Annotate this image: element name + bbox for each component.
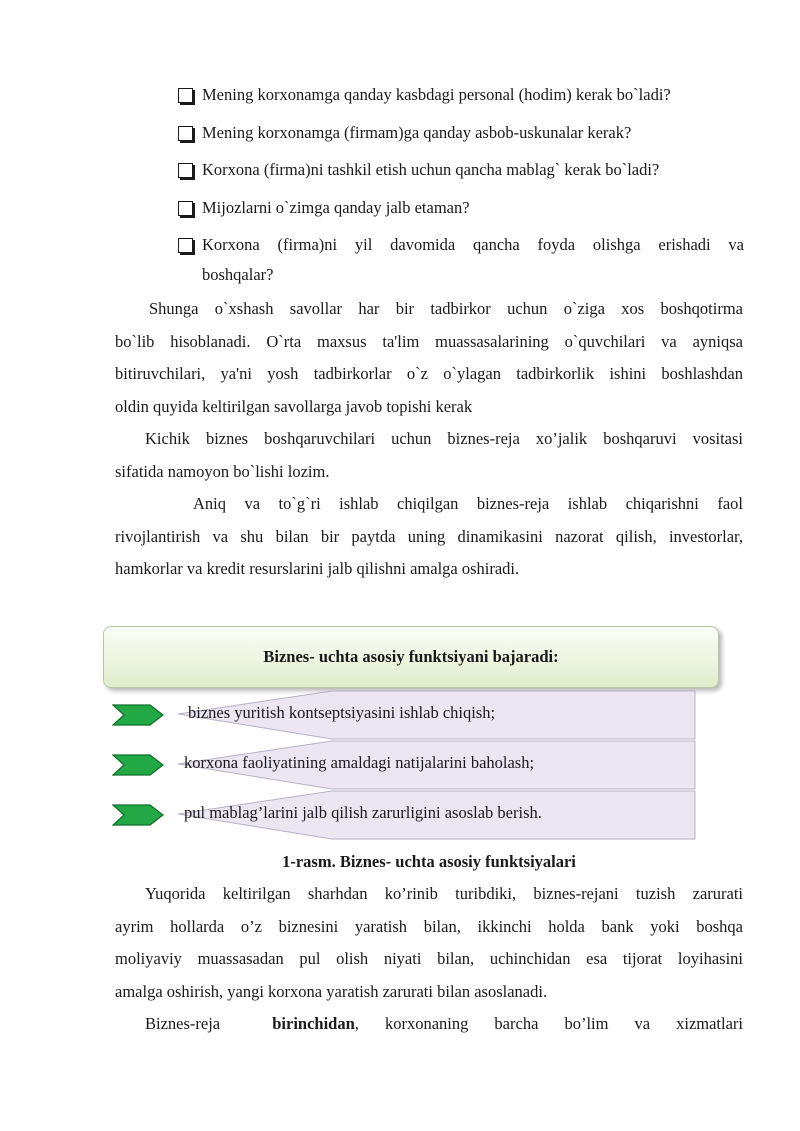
- list-item: [178, 226, 744, 290]
- chevron-arrow-icon: [112, 704, 164, 726]
- text-span: , korxonaning barcha bo’lim va xizmatlari: [354, 1014, 744, 1033]
- text-line: hamkorlar va kredit resurslarini jalb qilishni amalga oshiradi.: [115, 559, 520, 578]
- function-row: [112, 790, 697, 840]
- function-text: korxona faoliyatining amaldagi natijalarini baholash;: [184, 753, 535, 772]
- text-line: Kichik biznes boshqaruvchilari uchun biznes-reja xo’jalik boshqaruvi vositasi: [145, 429, 743, 448]
- text-line: moliyaviy muassasadan pul olish niyati bilan, uchinchidan esa tijorat loyihasini: [115, 949, 743, 968]
- paragraph-5: [115, 1008, 743, 1041]
- text-line: oldin quyida keltirilgan savollarga javob topishi kerak: [115, 396, 473, 416]
- text-span: Biznes-reja: [145, 1014, 221, 1033]
- checkbox-bullet-icon: [178, 126, 193, 141]
- text-line: [115, 1008, 743, 1041]
- text-line: ayrim hollarda o’z biznesini yaratish bilan, ikkinchi holda bank yoki boshqa: [115, 916, 743, 936]
- text-line: rivojlantirish va shu bilan bir paytda uning dinamikasini nazorat qilish, investorlar,: [115, 526, 743, 546]
- text-line: Aniq va to`g`ri ishlab chiqilgan biznes-reja ishlab chiqarishni faol: [193, 494, 743, 513]
- paragraph-2: [115, 423, 743, 488]
- text-line: sifatida namoyon bo`lishi lozim.: [115, 461, 330, 481]
- figure-caption: 1-rasm. Biznes- uchta asosiy funktsiyalari: [282, 852, 576, 871]
- list-item: [178, 76, 744, 114]
- checkbox-bullet-icon: [178, 201, 193, 216]
- question-list: [178, 76, 744, 290]
- list-item: [178, 151, 744, 189]
- function-text: pul mablag’larini jalb qilish zarurligini asoslab berish.: [184, 803, 542, 822]
- chevron-arrow-icon: [112, 754, 164, 776]
- text-line: Yuqorida keltirilgan sharhdan ko’rinib turibdiki, biznes-rejani tuzish zarurati: [145, 884, 743, 903]
- bold-text: birinchidan: [272, 1014, 355, 1033]
- diagram-header-box: [103, 626, 719, 688]
- text-line: amalga oshirish, yangi korxona yaratish zarurati bilan asoslanadi.: [115, 981, 548, 1001]
- list-item: [178, 114, 744, 152]
- list-item-text: Mening korxonamga qanday kasbdagi personal (hodim) kerak bo`ladi?: [202, 85, 671, 104]
- checkbox-bullet-icon: [178, 238, 193, 253]
- text-line: Shunga o`xshash savollar har bir tadbirkor uchun o`ziga xos boshqotirma: [149, 299, 743, 318]
- diagram-header-text: Biznes- uchta asosiy funktsiyani bajaradi:: [263, 647, 559, 666]
- list-item-text: Korxona (firma)ni yil davomida qancha foyda olishga erishadi va: [202, 235, 744, 254]
- checkbox-bullet-icon: [178, 163, 193, 178]
- function-text: biznes yuritish kontseptsiyasini ishlab chiqish;: [188, 703, 496, 722]
- paragraph-1: [115, 293, 743, 423]
- list-item-text: Mijozlarni o`zimga qanday jalb etaman?: [202, 197, 470, 217]
- text-line: bitiruvchilari, ya'ni yosh tadbirkorlar o`z o`ylagan tadbirkorlik ishini boshlashdan: [115, 364, 743, 383]
- paragraph-4: [115, 878, 743, 1008]
- list-item: [178, 189, 744, 227]
- text-line: bo`lib hisoblanadi. O`rta maxsus ta'lim muassasalarining o`quvchilari va ayniqsa: [115, 331, 743, 351]
- list-item-text: Mening korxonamga (firmam)ga qanday asbob-uskunalar kerak?: [202, 122, 632, 142]
- function-row: [112, 690, 697, 740]
- list-item-text-continued: boshqalar?: [202, 264, 274, 284]
- list-item-text: Korxona (firma)ni tashkil etish uchun qancha mablag` kerak bo`ladi?: [202, 160, 660, 179]
- function-row: [112, 740, 697, 790]
- paragraph-3: [115, 488, 743, 586]
- chevron-arrow-icon: [112, 804, 164, 826]
- checkbox-bullet-icon: [178, 88, 193, 103]
